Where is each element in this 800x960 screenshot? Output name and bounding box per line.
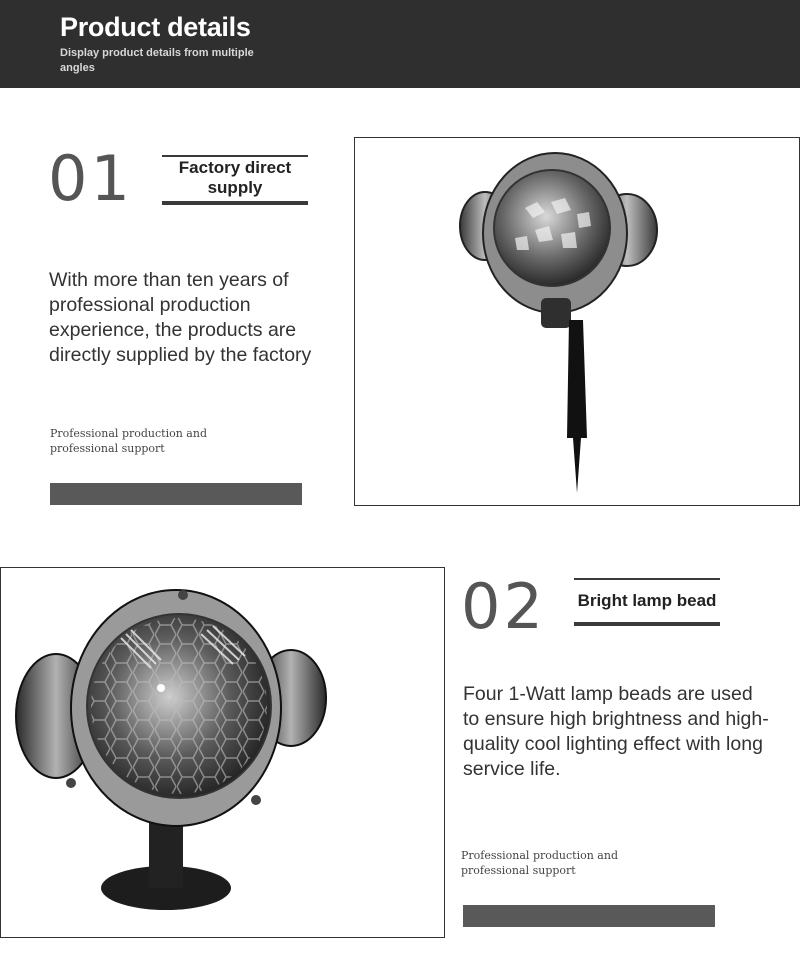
section-1-number: 01	[48, 142, 133, 215]
section-2-photo-frame	[0, 567, 445, 938]
section-2-title: Bright lamp bead	[574, 578, 720, 626]
page-subtitle: Display product details from multiple angles	[60, 47, 254, 74]
section-1-note: Professional production and professional support	[50, 427, 207, 455]
section-2-note: Professional production and professional support	[461, 849, 618, 877]
section-2-number: 02	[461, 570, 546, 643]
section-1-title: Factory direct supply	[162, 155, 308, 205]
section-1-photo-frame	[354, 137, 800, 506]
projector-on-base-icon	[1, 568, 443, 936]
section-2-body: Four 1-Watt lamp beads are used to ensure high brightness and high-quality cool lighting effect with long service life.	[463, 683, 769, 780]
page-title: Product details	[60, 12, 251, 42]
section-1-body: With more than ten years of professional production experience, the products are directly supplied by the factory	[49, 269, 312, 366]
projector-on-spike-icon	[355, 138, 798, 504]
header-banner	[0, 0, 800, 88]
section-2-bar	[463, 905, 715, 927]
section-1-bar	[50, 483, 302, 505]
